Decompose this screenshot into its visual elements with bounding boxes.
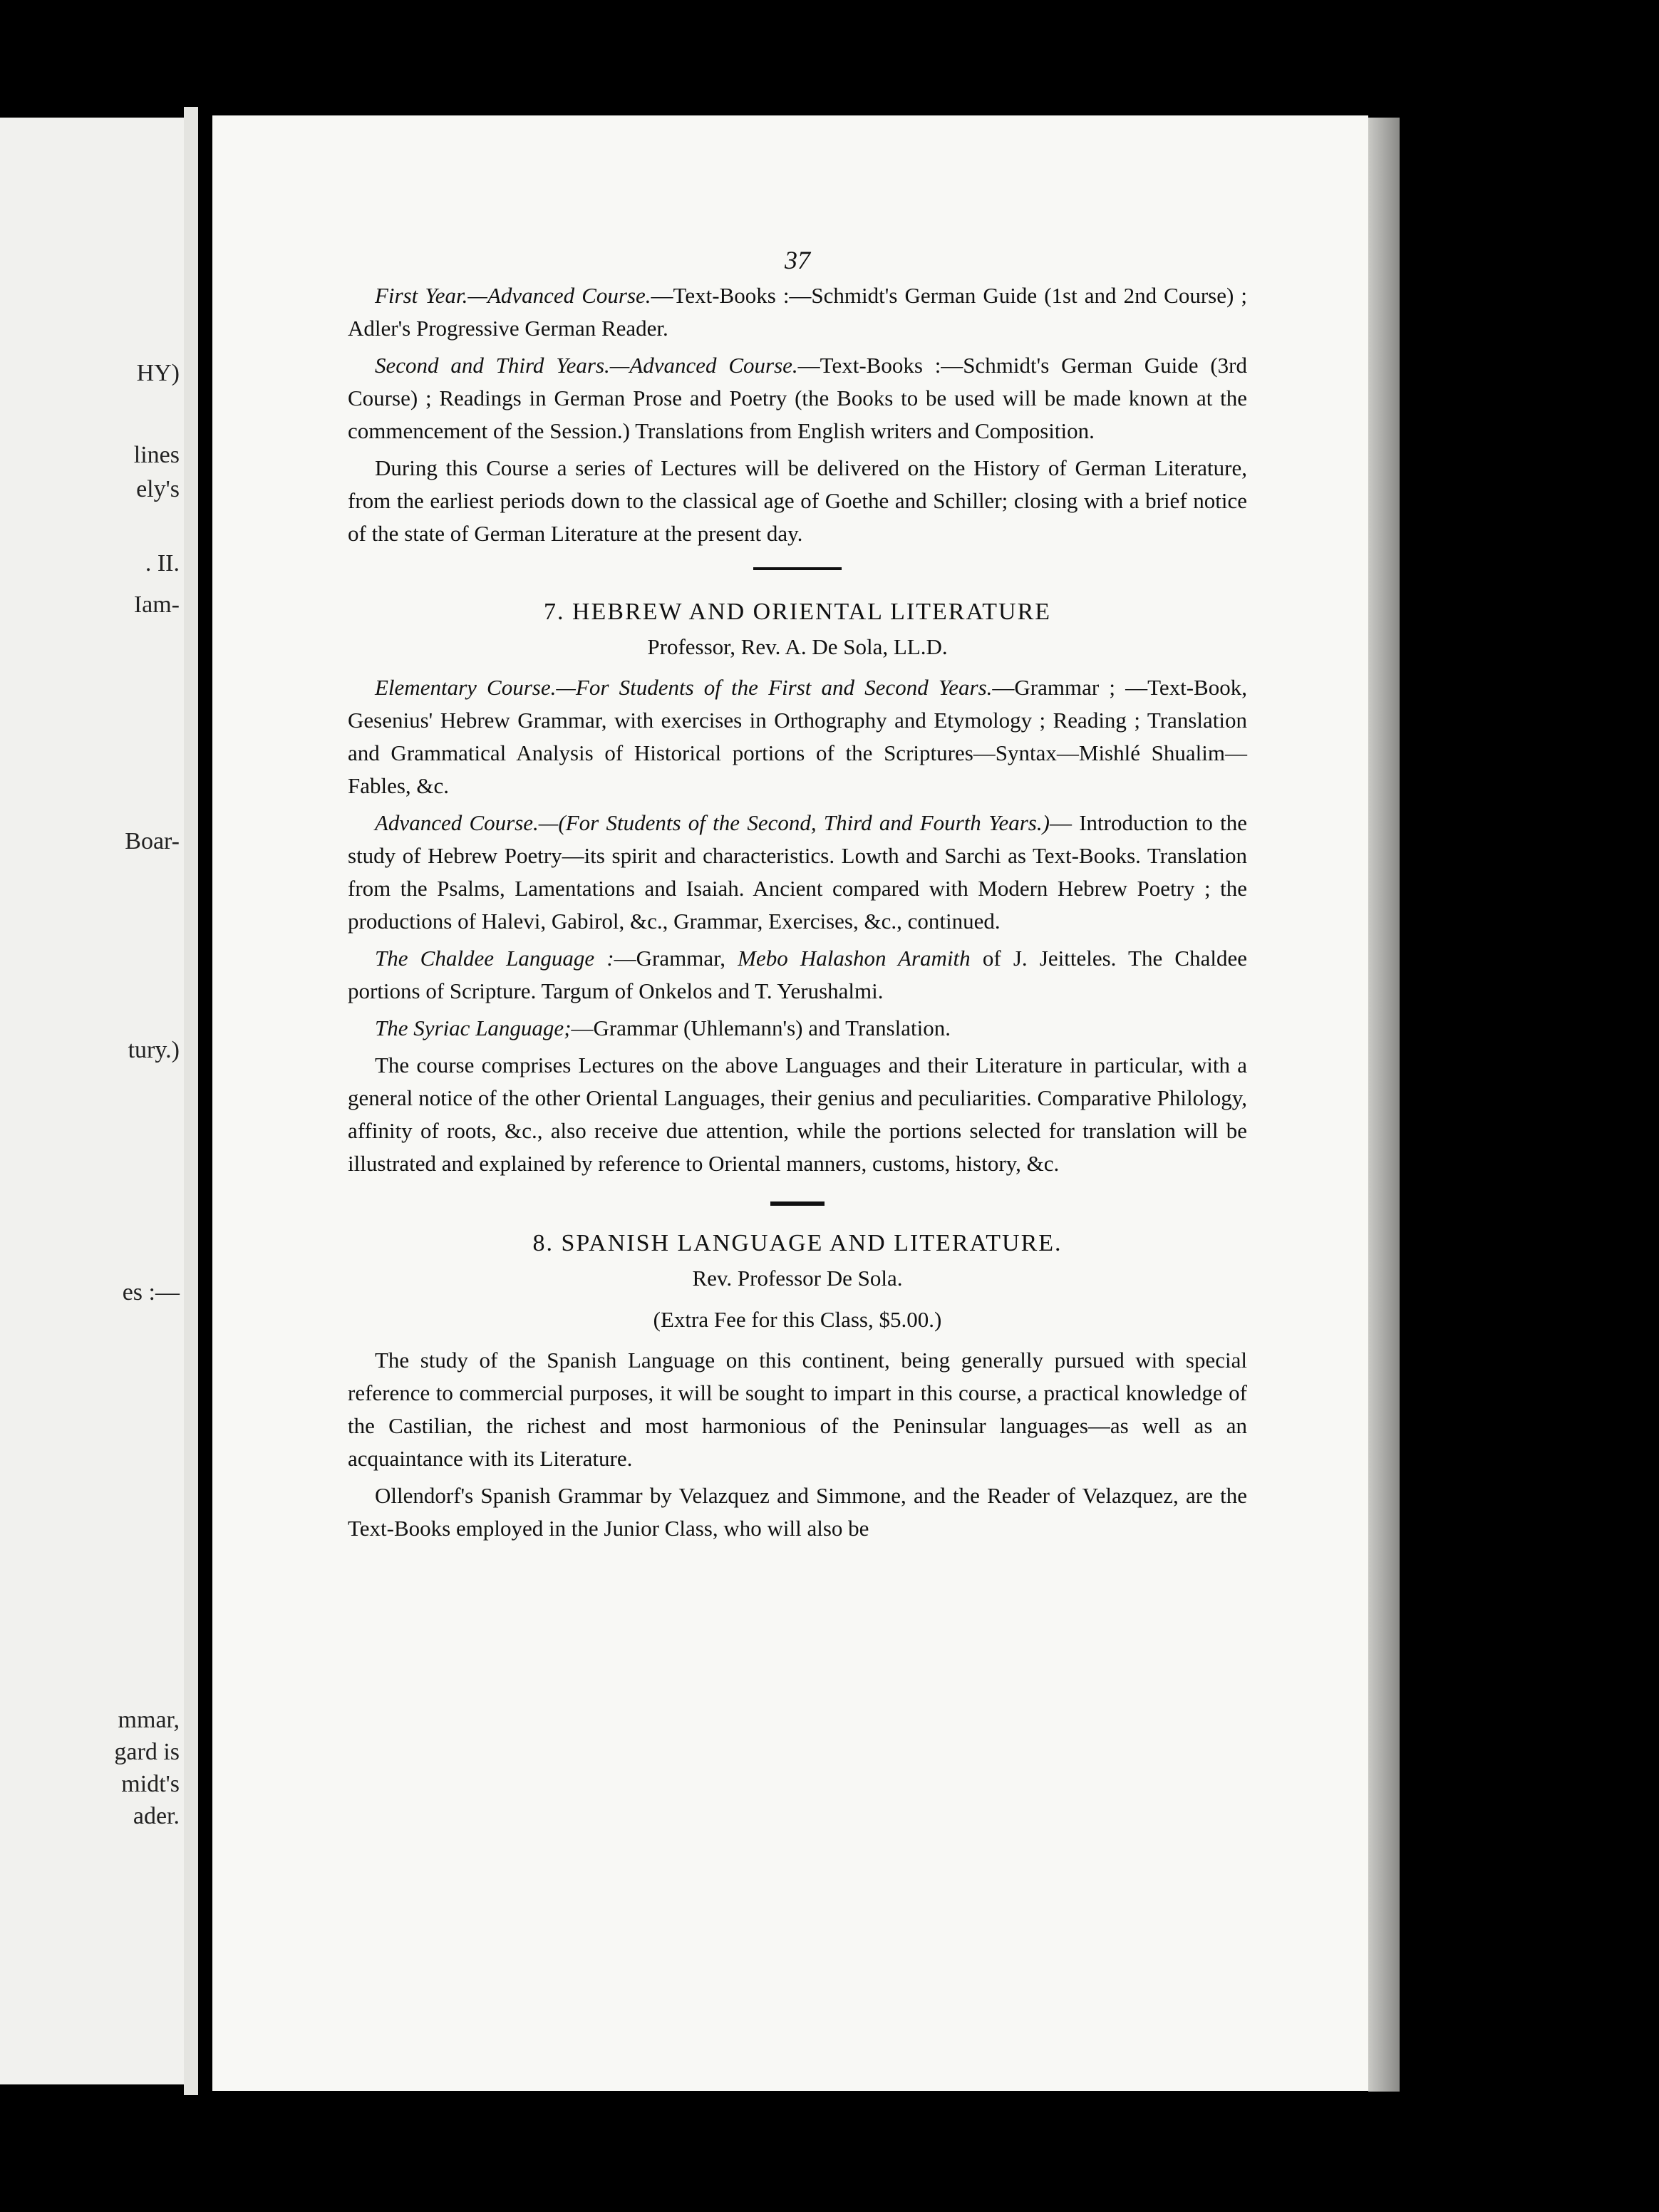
hebrew-syriac-label: The Syriac Language; — [375, 1015, 572, 1040]
left-page-line: midt's — [121, 1771, 180, 1797]
page-edge — [1368, 118, 1400, 2092]
hebrew-advanced-label: Advanced Course.—(For Students of the Second, Third and Fourth Years.) — [375, 810, 1050, 835]
left-page-fragment — [0, 118, 184, 2084]
hebrew-heading: 7. HEBREW AND ORIENTAL LITERATURE — [543, 599, 1052, 625]
spanish-professor: Rev. Professor De Sola. — [692, 1266, 903, 1291]
german-second-third-text: —Text-Books :—Schmidt's German Guide (3rd Course) ; Readings in German Prose and Poetry (the Books to be used will be made known at the commencement of the Session.) Translations from English writers and Composition. — [348, 353, 1247, 443]
german-second-third-label: Second and Third Years.—Advanced Course. — [375, 353, 798, 378]
spanish-fee: (Extra Fee for this Class, $5.00.) — [653, 1307, 942, 1332]
german-first-year-text: —Text-Books :—Schmidt's German Guide (1st and 2nd Course) ; Adler's Progressive German Reader. — [348, 283, 1247, 341]
left-page-line: ader. — [133, 1803, 180, 1829]
left-page-line: lines — [133, 442, 180, 468]
hebrew-advanced-text: — Introduction to the study of Hebrew Poetry—its spirit and characteristics. Lowth and Sarchi as Text-Books. Translation from the Psalms, Lamentations and Isaiah. Ancient compared with Modern Hebrew Poetry ; the productions of Halevi, Gabirol, &c., Grammar, Exercises, &c., continued. — [348, 810, 1247, 934]
hebrew-syriac-text: —Grammar (Uhlemann's) and Translation. — [571, 1015, 951, 1040]
german-lectures: During this Course a series of Lectures will be delivered on the History of German Literature, from the earliest periods down to the classical age of Goethe and Schiller; closing with a brief notice of the state of German Literature at the present day. — [348, 455, 1247, 546]
left-page-line: es :— — [122, 1279, 180, 1306]
page — [212, 115, 1368, 2091]
left-page-line: mmar, — [118, 1707, 180, 1733]
hebrew-advanced — [348, 807, 1247, 938]
left-page-line: ely's — [136, 476, 180, 502]
hebrew-chaldee — [348, 942, 1247, 1008]
left-page-line: tury.) — [128, 1037, 180, 1063]
spanish-heading: 8. SPANISH LANGUAGE AND LITERATURE. — [532, 1230, 1063, 1256]
section-divider — [753, 567, 842, 570]
spanish-study: The study of the Spanish Language on this continent, being generally pursued with special reference to commercial purposes, it will be sought to impart in this course, a practical knowledge of the Castilian, the richest and most harmonious of the Peninsular languages—as well as an acquaintance with its Literature. — [348, 1348, 1247, 1471]
left-page-line: gard is — [114, 1739, 180, 1765]
hebrew-professor: Professor, Rev. A. De Sola, LL.D. — [647, 634, 948, 659]
hebrew-chaldee-text-a: —Grammar, — [614, 946, 738, 971]
page-number: 37 — [785, 246, 810, 274]
hebrew-chaldee-text-b: of J. Jeitteles. The Chaldee portions of Scripture. Targum of Onkelos and T. Yerushalmi. — [348, 946, 1247, 1003]
german-first-year-label: First Year.—Advanced Course. — [375, 283, 651, 308]
spanish-textbooks: Ollendorf's Spanish Grammar by Velazquez and Simmone, and the Reader of Velazquez, are the Text-Books employed in the Junior Class, who will also be — [348, 1483, 1247, 1541]
left-page-line: . II. — [145, 550, 180, 577]
hebrew-syriac — [348, 1012, 1247, 1045]
left-page-line: Boar- — [125, 828, 180, 854]
page-content — [348, 244, 1247, 1549]
left-page-line: HY) — [136, 360, 180, 386]
hebrew-chaldee-title: Mebo Halashon Aramith — [738, 946, 971, 971]
hebrew-elementary — [348, 671, 1247, 802]
german-second-third-years — [348, 349, 1247, 448]
section-divider — [770, 1201, 825, 1206]
left-page-line: Iam- — [133, 591, 180, 618]
hebrew-chaldee-label: The Chaldee Language : — [375, 946, 614, 971]
german-first-year — [348, 279, 1247, 345]
left-page-gutter — [184, 107, 198, 2095]
hebrew-elementary-text: —Grammar ; —Text-Book, Gesenius' Hebrew Grammar, with exercises in Orthography and Etymology ; Reading ; Translation and Grammatical Analysis of Historical portions of the Scriptures—Syntax—Mishlé Shualim—Fables, &c. — [348, 675, 1247, 798]
hebrew-course-summary: The course comprises Lectures on the above Languages and their Literature in particular, with a general notice of the other Oriental Languages, their genius and peculiarities. Comparative Philology, affinity of roots, &c., also receive due attention, while the portions selected for translation will be illustrated and explained by reference to Oriental manners, customs, history, &c. — [348, 1053, 1247, 1176]
hebrew-elementary-label: Elementary Course.—For Students of the First and Second Years. — [375, 675, 993, 700]
